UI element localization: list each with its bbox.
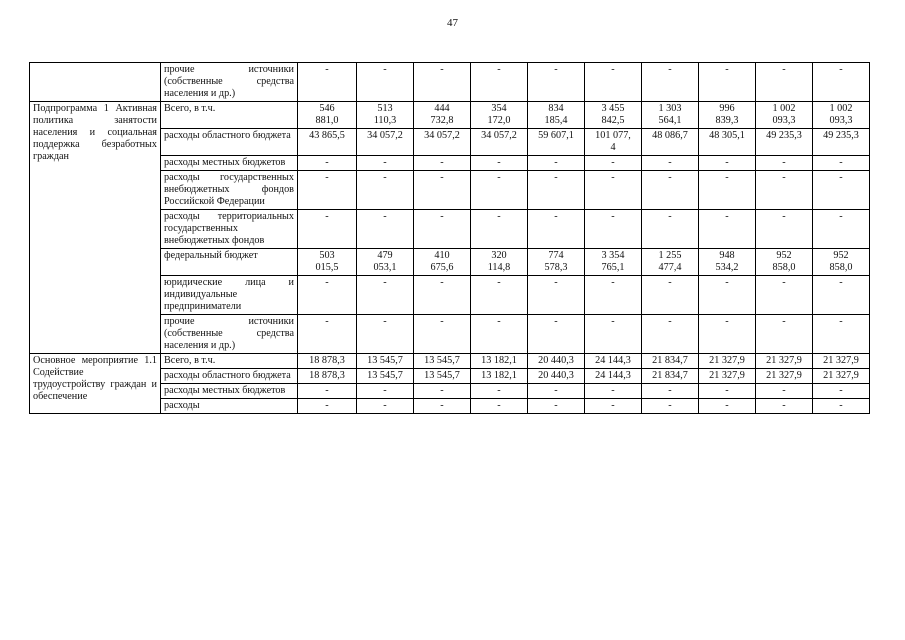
value-cell: - — [585, 384, 642, 399]
value-cell: - — [528, 384, 585, 399]
value-cell: - — [528, 171, 585, 210]
value-cell: - — [699, 384, 756, 399]
funding-source-cell: Всего, в т.ч. — [161, 354, 298, 369]
value-cell: - — [642, 210, 699, 249]
value-cell: 952 858,0 — [813, 249, 870, 276]
value-cell: - — [699, 399, 756, 414]
value-cell: - — [471, 156, 528, 171]
funding-source-cell: прочие источники (собственные средства населения и др.) — [161, 63, 298, 102]
value-cell: - — [813, 156, 870, 171]
value-cell: - — [642, 384, 699, 399]
funding-source-cell: Всего, в т.ч. — [161, 102, 298, 129]
value-cell: 444 732,8 — [414, 102, 471, 129]
value-cell: 3 455 842,5 — [585, 102, 642, 129]
value-cell: 354 172,0 — [471, 102, 528, 129]
value-cell: - — [471, 315, 528, 354]
value-cell: - — [471, 399, 528, 414]
value-cell: - — [642, 63, 699, 102]
funding-source-cell: юридические лица и индивидуальные предприниматели — [161, 276, 298, 315]
value-cell: - — [528, 315, 585, 354]
value-cell: 952 858,0 — [756, 249, 813, 276]
value-cell: - — [414, 63, 471, 102]
value-cell: - — [756, 315, 813, 354]
value-cell: - — [357, 315, 414, 354]
value-cell: - — [298, 384, 357, 399]
value-cell: - — [414, 276, 471, 315]
value-cell: - — [414, 315, 471, 354]
value-cell: 13 545,7 — [414, 354, 471, 369]
funding-source-cell: расходы государственных внебюджетных фондов Российской Федерации — [161, 171, 298, 210]
value-cell: 43 865,5 — [298, 129, 357, 156]
value-cell: 21 834,7 — [642, 369, 699, 384]
table-row — [30, 63, 870, 102]
value-cell: 21 327,9 — [699, 369, 756, 384]
value-cell: 21 327,9 — [813, 369, 870, 384]
value-cell: - — [414, 384, 471, 399]
value-cell: - — [642, 276, 699, 315]
funding-source-cell: федеральный бюджет — [161, 249, 298, 276]
value-cell: - — [471, 63, 528, 102]
funding-source-cell: расходы территориальных государственных внебюджетных фондов — [161, 210, 298, 249]
funding-source-cell: расходы областного бюджета — [161, 129, 298, 156]
value-cell: - — [528, 210, 585, 249]
funding-source-cell: прочие источники (собственные средства населения и др.) — [161, 315, 298, 354]
value-cell: 59 607,1 — [528, 129, 585, 156]
value-cell: - — [642, 171, 699, 210]
value-cell: - — [298, 399, 357, 414]
value-cell: - — [357, 63, 414, 102]
value-cell: - — [585, 63, 642, 102]
value-cell: 13 182,1 — [471, 354, 528, 369]
value-cell: - — [298, 315, 357, 354]
value-cell: - — [414, 399, 471, 414]
value-cell: 1 002 093,3 — [813, 102, 870, 129]
value-cell: 21 327,9 — [813, 354, 870, 369]
value-cell: - — [357, 156, 414, 171]
page-number: 47 — [447, 17, 458, 29]
value-cell: 834 185,4 — [528, 102, 585, 129]
value-cell: - — [357, 210, 414, 249]
value-cell: 13 545,7 — [357, 369, 414, 384]
value-cell: - — [756, 384, 813, 399]
value-cell: - — [642, 399, 699, 414]
value-cell: 1 002 093,3 — [756, 102, 813, 129]
value-cell: - — [756, 210, 813, 249]
value-cell: - — [471, 276, 528, 315]
value-cell: - — [756, 399, 813, 414]
funding-source-cell: расходы местных бюджетов — [161, 384, 298, 399]
value-cell: 24 144,3 — [585, 354, 642, 369]
program-name-cell: Подпрограмма 1 Активная политика занятости населения и социальная поддержка безработных граждан — [30, 102, 161, 354]
value-cell: 21 327,9 — [699, 354, 756, 369]
value-cell: 20 440,3 — [528, 354, 585, 369]
value-cell: - — [756, 171, 813, 210]
value-cell: 21 834,7 — [642, 354, 699, 369]
value-cell: 1 303 564,1 — [642, 102, 699, 129]
table-row — [30, 354, 870, 369]
value-cell: 20 440,3 — [528, 369, 585, 384]
value-cell: 49 235,3 — [756, 129, 813, 156]
value-cell: 3 354 765,1 — [585, 249, 642, 276]
value-cell: - — [642, 156, 699, 171]
value-cell: - — [298, 63, 357, 102]
value-cell: 479 053,1 — [357, 249, 414, 276]
value-cell: - — [813, 384, 870, 399]
budget-table — [29, 62, 870, 414]
value-cell: - — [357, 276, 414, 315]
value-cell: - — [699, 276, 756, 315]
value-cell: 996 839,3 — [699, 102, 756, 129]
value-cell: - — [471, 384, 528, 399]
value-cell: 410 675,6 — [414, 249, 471, 276]
value-cell: 48 086,7 — [642, 129, 699, 156]
value-cell: 21 327,9 — [756, 354, 813, 369]
value-cell: 13 545,7 — [414, 369, 471, 384]
value-cell: - — [699, 63, 756, 102]
value-cell: 18 878,3 — [298, 354, 357, 369]
value-cell: 513 110,3 — [357, 102, 414, 129]
value-cell: - — [813, 315, 870, 354]
value-cell: - — [585, 399, 642, 414]
value-cell: - — [585, 315, 642, 354]
value-cell: - — [298, 156, 357, 171]
value-cell: - — [585, 276, 642, 315]
value-cell: - — [528, 399, 585, 414]
value-cell: - — [357, 384, 414, 399]
table-row — [30, 102, 870, 129]
value-cell: - — [471, 210, 528, 249]
value-cell: - — [699, 156, 756, 171]
value-cell: 774 578,3 — [528, 249, 585, 276]
value-cell: - — [699, 171, 756, 210]
value-cell: - — [699, 315, 756, 354]
value-cell: - — [357, 171, 414, 210]
value-cell: - — [298, 171, 357, 210]
program-name-cell — [30, 63, 161, 102]
value-cell: 13 545,7 — [357, 354, 414, 369]
value-cell: - — [528, 276, 585, 315]
value-cell: - — [414, 210, 471, 249]
value-cell: 101 077, 4 — [585, 129, 642, 156]
value-cell: - — [471, 171, 528, 210]
table-body — [30, 63, 870, 414]
value-cell: - — [357, 399, 414, 414]
value-cell: - — [756, 63, 813, 102]
value-cell: 503 015,5 — [298, 249, 357, 276]
value-cell: 18 878,3 — [298, 369, 357, 384]
value-cell: 320 114,8 — [471, 249, 528, 276]
value-cell: 13 182,1 — [471, 369, 528, 384]
value-cell: - — [585, 210, 642, 249]
funding-source-cell: расходы областного бюджета — [161, 369, 298, 384]
funding-source-cell: расходы — [161, 399, 298, 414]
value-cell: - — [414, 171, 471, 210]
value-cell: 48 305,1 — [699, 129, 756, 156]
value-cell: - — [585, 171, 642, 210]
value-cell: - — [756, 156, 813, 171]
value-cell: 34 057,2 — [471, 129, 528, 156]
value-cell: 546 881,0 — [298, 102, 357, 129]
value-cell: - — [298, 210, 357, 249]
value-cell: 948 534,2 — [699, 249, 756, 276]
value-cell: 1 255 477,4 — [642, 249, 699, 276]
value-cell: 34 057,2 — [414, 129, 471, 156]
value-cell: - — [298, 276, 357, 315]
value-cell: 49 235,3 — [813, 129, 870, 156]
value-cell: - — [699, 210, 756, 249]
value-cell: - — [642, 315, 699, 354]
value-cell: - — [528, 63, 585, 102]
value-cell: - — [756, 276, 813, 315]
value-cell: - — [813, 171, 870, 210]
value-cell: 24 144,3 — [585, 369, 642, 384]
value-cell: - — [813, 210, 870, 249]
value-cell: - — [414, 156, 471, 171]
value-cell: - — [813, 276, 870, 315]
value-cell: 34 057,2 — [357, 129, 414, 156]
value-cell: - — [585, 156, 642, 171]
funding-source-cell: расходы местных бюджетов — [161, 156, 298, 171]
value-cell: - — [813, 63, 870, 102]
value-cell: 21 327,9 — [756, 369, 813, 384]
value-cell: - — [528, 156, 585, 171]
value-cell: - — [813, 399, 870, 414]
program-name-cell: Основное мероприятие 1.1 Содействие трудоустройству граждан и обеспечение — [30, 354, 161, 414]
